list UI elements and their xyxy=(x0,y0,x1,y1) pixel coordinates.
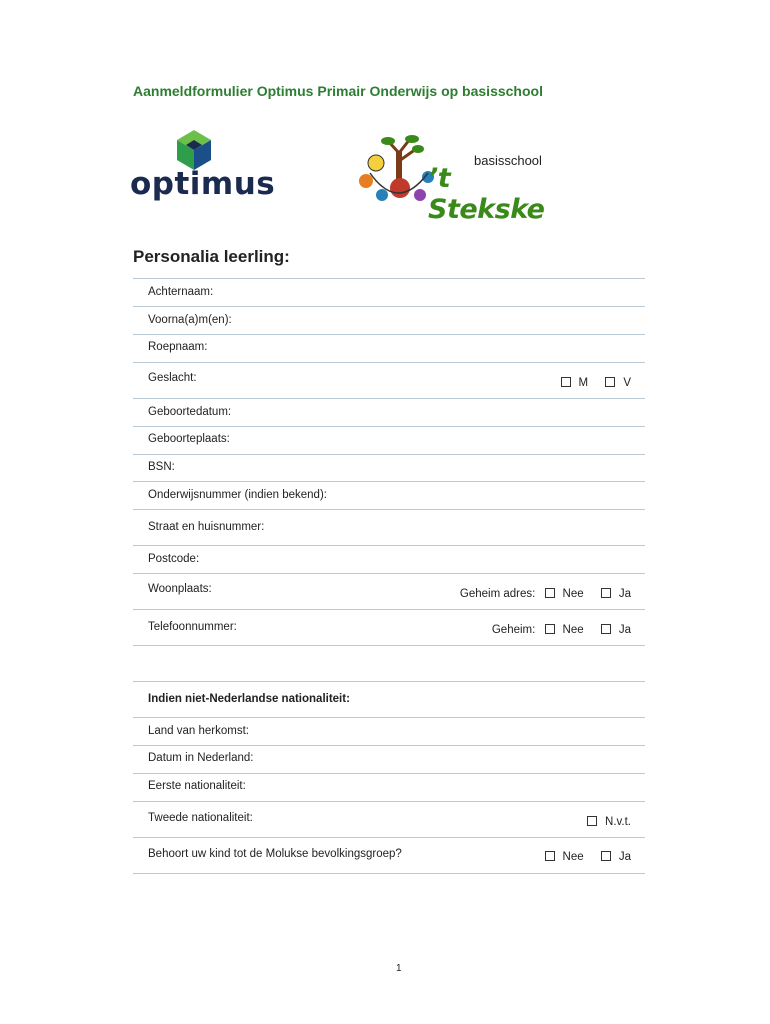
field-label: Behoort uw kind tot de Molukse bevolkingsgroep? xyxy=(148,848,402,860)
field-label: BSN: xyxy=(148,461,175,473)
stekske-logo xyxy=(358,133,553,225)
field-row-molukse[interactable] xyxy=(133,837,645,874)
option-ja-label: Ja xyxy=(618,624,631,636)
option-nee-label: Nee xyxy=(562,588,584,600)
field-label: Roepnaam: xyxy=(148,341,208,353)
checkbox-molukse-ja[interactable] xyxy=(601,851,611,861)
field-row-eerste-nationaliteit[interactable] xyxy=(133,773,645,802)
form-title: Aanmeldformulier Optimus Primair Onderwijs op basisschool xyxy=(133,83,543,99)
field-label: Straat en huisnummer: xyxy=(148,521,265,533)
secret-address-label: Geheim adres: xyxy=(459,588,536,600)
field-row-geboorteplaats[interactable] xyxy=(133,426,645,455)
checkbox-molukse-nee[interactable] xyxy=(545,851,555,861)
field-label: Geboorteplaats: xyxy=(148,433,230,445)
field-row-straat[interactable] xyxy=(133,509,645,546)
empty-row xyxy=(133,645,645,682)
secret-phone-label: Geheim: xyxy=(491,624,536,636)
field-label: Geslacht: xyxy=(148,372,197,384)
field-label: Tweede nationaliteit: xyxy=(148,812,253,824)
molukse-options xyxy=(539,851,631,863)
field-label: Telefoonnummer: xyxy=(148,621,237,633)
optimus-logo xyxy=(130,130,276,202)
stekske-wordmark: ’t Stekske xyxy=(428,163,545,225)
field-row-bsn[interactable] xyxy=(133,454,645,482)
option-nee-label: Nee xyxy=(562,624,584,636)
field-label: Onderwijsnummer (indien bekend): xyxy=(148,489,327,501)
field-label: Land van herkomst: xyxy=(148,725,250,737)
field-row-voornamen[interactable] xyxy=(133,306,645,335)
field-label: Achternaam: xyxy=(148,286,214,298)
checkbox-secret-phone-nee[interactable] xyxy=(545,624,555,634)
tree-children-icon xyxy=(358,133,438,208)
field-row-geboortedatum[interactable] xyxy=(133,398,645,427)
option-ja-label: Ja xyxy=(618,588,631,600)
checkbox-v[interactable] xyxy=(605,377,615,387)
option-nee-label: Nee xyxy=(562,851,584,863)
gender-options xyxy=(555,377,631,389)
field-row-woonplaats[interactable] xyxy=(133,573,645,610)
option-nvt-label: N.v.t. xyxy=(605,816,631,828)
page-number: 1 xyxy=(396,963,402,974)
checkbox-secret-phone-ja[interactable] xyxy=(601,624,611,634)
section-title: Personalia leerling: xyxy=(133,247,290,266)
optimus-mark-icon xyxy=(176,130,212,170)
nvt-option xyxy=(581,816,631,828)
field-label: Postcode: xyxy=(148,553,200,565)
table-bottom-border xyxy=(133,873,645,874)
field-row-tweede-nationaliteit[interactable] xyxy=(133,801,645,838)
secret-address-options xyxy=(460,588,631,600)
field-row-telefoonnummer[interactable] xyxy=(133,609,645,646)
field-label: Geboortedatum: xyxy=(148,406,232,418)
field-row-onderwijsnummer[interactable] xyxy=(133,481,645,510)
secret-phone-options xyxy=(492,624,631,636)
checkbox-secret-address-nee[interactable] xyxy=(545,588,555,598)
option-v-label: V xyxy=(623,377,631,389)
optimus-wordmark: optimus xyxy=(130,166,276,202)
field-row-land[interactable] xyxy=(133,717,645,746)
field-label: Woonplaats: xyxy=(148,583,212,595)
field-label: Eerste nationaliteit: xyxy=(148,780,246,792)
nationality-heading: Indien niet-Nederlandse nationaliteit: xyxy=(148,693,350,705)
checkbox-nvt[interactable] xyxy=(587,816,597,826)
checkbox-m[interactable] xyxy=(561,377,571,387)
field-label: Datum in Nederland: xyxy=(148,752,254,764)
nationality-heading-row xyxy=(133,681,645,718)
field-row-roepnaam[interactable] xyxy=(133,334,645,363)
field-row-geslacht[interactable] xyxy=(133,362,645,399)
field-row-achternaam[interactable] xyxy=(133,278,645,307)
checkbox-secret-address-ja[interactable] xyxy=(601,588,611,598)
field-row-postcode[interactable] xyxy=(133,545,645,574)
field-label: Voorna(a)m(en): xyxy=(148,314,232,326)
stekske-subtitle: basisschool xyxy=(474,153,542,168)
option-m-label: M xyxy=(578,377,589,389)
option-ja-label: Ja xyxy=(618,851,631,863)
field-row-datum-nederland[interactable] xyxy=(133,745,645,774)
